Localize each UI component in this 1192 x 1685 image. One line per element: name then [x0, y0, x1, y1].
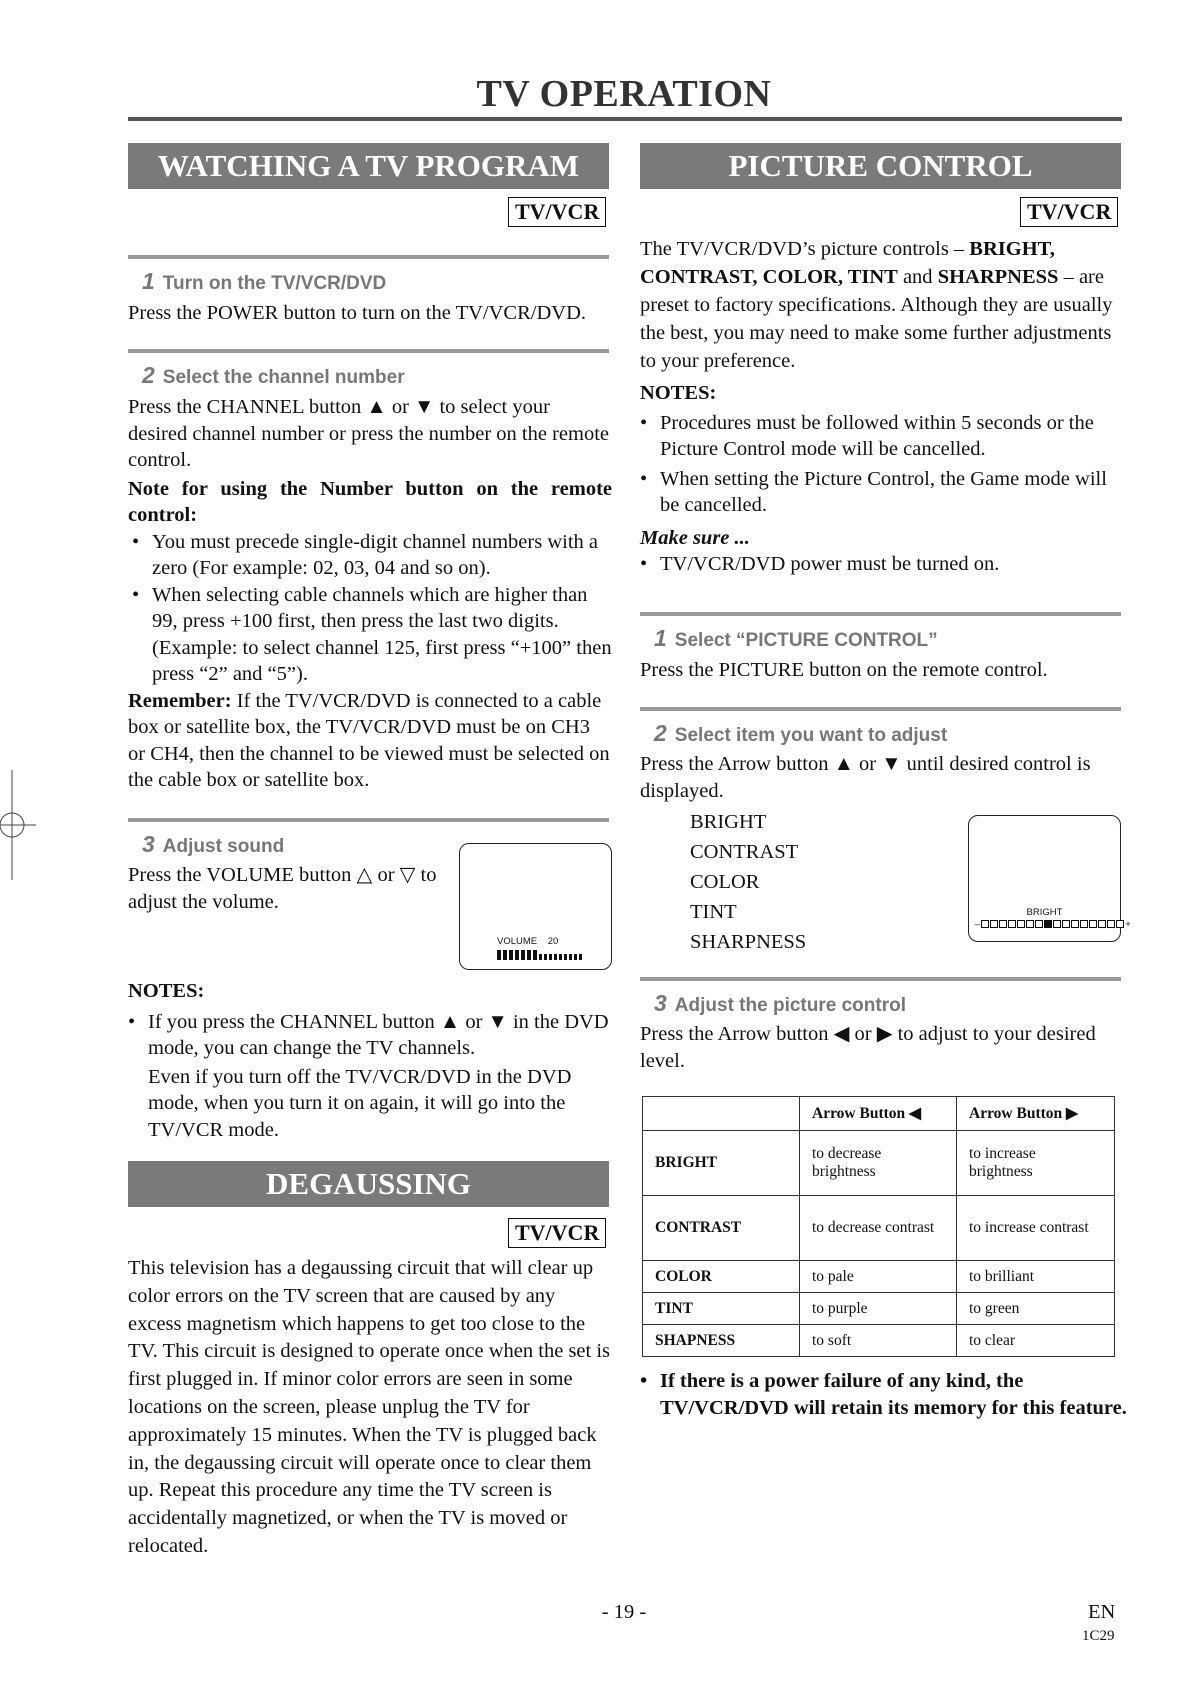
- level-box: [990, 920, 998, 928]
- volume-bar: [497, 948, 582, 960]
- volume-value: 20: [547, 936, 559, 947]
- model-code: 1C29: [1082, 1628, 1115, 1644]
- plus-icon: +: [1125, 918, 1131, 930]
- step2-rule: [128, 349, 609, 353]
- list-item: • When selecting cable channels which are higher than 99, press +100 first, then press the last two digits. (Example: to select channel 125, first press “+100” then press “2” and “5”).: [132, 582, 612, 688]
- bright-bar: [975, 919, 1131, 929]
- step3-body: [128, 862, 458, 915]
- step1-heading: [142, 268, 386, 295]
- table-cell: to soft: [800, 1325, 957, 1357]
- table-header-row: [643, 1097, 1115, 1131]
- step2-or: or: [391, 396, 409, 418]
- pc-step1-rule: [640, 612, 1121, 616]
- volume-segment-filled: [521, 950, 525, 960]
- table-cell: to pale: [800, 1261, 957, 1293]
- list-item: • You must precede single-digit channel numbers with a zero (For example: 02, 03, 04 and so on).: [132, 529, 612, 582]
- number-note-title: Note for using the Number button on the remote control:: [128, 477, 612, 526]
- table-cell: SHAPNESS: [643, 1325, 800, 1357]
- list-item: • Procedures must be followed within 5 seconds or the Picture Control mode will be cancelled.: [640, 410, 1124, 463]
- picture-control-banner: PICTURE CONTROL: [640, 143, 1121, 189]
- intro-bold-1: BRIGHT, CONTRAST, COLOR, TINT: [640, 238, 1055, 288]
- table-header: Arrow Button ▶: [957, 1097, 1115, 1131]
- level-box: [1008, 920, 1016, 928]
- volume-segment-empty: [574, 954, 577, 960]
- notes-or: or: [465, 1010, 483, 1033]
- step1-text: Press the POWER button to turn on the TV/VCR/DVD.: [128, 302, 587, 324]
- list-item: SHARPNESS: [690, 931, 807, 953]
- step2-text-b: to select your desired channel number or press the number on the remote control.: [128, 396, 610, 471]
- step-number: 2: [142, 362, 155, 388]
- level-box: [1071, 920, 1079, 928]
- watching-banner: WATCHING A TV PROGRAM: [128, 143, 609, 189]
- right-notes-title: NOTES:: [640, 382, 717, 404]
- up-triangle-icon: ▲: [833, 753, 854, 775]
- step-number: 2: [654, 720, 667, 746]
- table-cell: to decrease contrast: [800, 1196, 957, 1261]
- table-cell: COLOR: [643, 1261, 800, 1293]
- notes-text-b: in the DVD mode, you can change the TV channels.: [148, 1010, 609, 1059]
- list-item: TINT: [690, 901, 737, 923]
- level-indicator: [1044, 920, 1052, 928]
- volume-segment-empty: [554, 954, 557, 960]
- pc-step3-text-b: to adjust to your desired level.: [640, 1023, 1096, 1072]
- list-item: [128, 1009, 612, 1062]
- volume-segment-empty: [559, 954, 562, 960]
- step1-rule: [128, 255, 609, 259]
- down-triangle-outline-icon: ▽: [399, 864, 416, 886]
- degaussing-tag: TV/VCR: [508, 1218, 606, 1248]
- power-failure-note: • If there is a power failure of any kind, the TV/VCR/DVD will retain its memory for this feature.: [640, 1368, 1130, 1421]
- step3-text-a: Press the VOLUME button: [128, 864, 352, 886]
- step3-or: or: [377, 864, 395, 886]
- picture-control-table: [642, 1096, 1115, 1357]
- intro-text-a: The TV/VCR/DVD’s picture controls –: [640, 238, 965, 260]
- volume-segment-filled: [509, 950, 513, 960]
- left-notes: [128, 978, 612, 1143]
- level-box: [1089, 920, 1097, 928]
- level-box: [981, 920, 989, 928]
- volume-segment-filled: [515, 950, 519, 960]
- level-box: [1098, 920, 1106, 928]
- table-row: [643, 1131, 1115, 1196]
- minus-icon: –: [975, 918, 981, 930]
- step-title: Select “PICTURE CONTROL”: [674, 630, 938, 651]
- language-code: EN: [1088, 1601, 1116, 1623]
- control-item-list: [690, 807, 806, 957]
- volume-segment-filled: [527, 950, 531, 960]
- pc-step2-text-b: until desired control is displayed.: [640, 753, 1091, 802]
- level-box: [1026, 920, 1034, 928]
- degaussing-text: This television has a degaussing circuit that will clear up color errors on the TV screen that are caused by any excess magnetism which happens to get too close to the TV. This circuit is designed to operate once when the set is first plugged in. If minor color errors are seen in some locations on the screen, please unplug the TV for approximately 15 minutes. When the TV is plugged back in, the degaussing circuit will operate once to clear them up. Repeat this procedure any time the TV screen is accidentally magnetized, or when the TV is moved or relocated.: [128, 1257, 611, 1557]
- pc-step1-text: Press the PICTURE button on the remote control.: [640, 659, 1048, 681]
- volume-segment-empty: [579, 954, 582, 960]
- level-box: [1017, 920, 1025, 928]
- bright-screen: [968, 815, 1131, 942]
- volume-segment-filled: [497, 950, 501, 960]
- remember-text: If the TV/VCR/DVD is connected to a cable box or satellite box, the TV/VCR/DVD must be on CH3 or CH4, then the channel to be viewed must be selected on the cable box or satellite box.: [128, 689, 610, 791]
- level-box: [999, 920, 1007, 928]
- step3-rule: [128, 818, 609, 822]
- right-notes: [640, 380, 1124, 578]
- level-box: [1062, 920, 1070, 928]
- table-row: [643, 1261, 1115, 1293]
- list-item: • TV/VCR/DVD power must be turned on.: [640, 551, 1124, 578]
- pc-step2-or: or: [859, 753, 877, 775]
- title-rule: [128, 117, 1122, 121]
- table-cell: to clear: [957, 1325, 1115, 1357]
- page-title: TV OPERATION: [476, 73, 772, 115]
- pc-step3-text-a: Press the Arrow button: [640, 1023, 829, 1045]
- step2-text-a: Press the CHANNEL button: [128, 396, 362, 418]
- left-triangle-icon: ◀: [833, 1023, 850, 1045]
- bright-label: BRIGHT: [1026, 907, 1063, 918]
- volume-screen: [459, 843, 612, 970]
- down-triangle-icon: ▼: [487, 1010, 508, 1033]
- pc-step1-heading: [654, 625, 938, 652]
- table-cell: to decrease brightness: [800, 1131, 957, 1196]
- level-box: [1107, 920, 1115, 928]
- table-cell: CONTRAST: [643, 1196, 800, 1261]
- table-cell: to increase brightness: [957, 1131, 1115, 1196]
- volume-label: VOLUME: [497, 936, 538, 947]
- picture-control-tag: TV/VCR: [1020, 197, 1118, 227]
- make-sure-title: Make sure ...: [640, 526, 750, 549]
- volume-segment-empty: [544, 954, 547, 960]
- table-cell: to purple: [800, 1293, 957, 1325]
- step-title: Adjust the picture control: [674, 995, 906, 1016]
- volume-segment-filled: [533, 950, 537, 960]
- pc-step3-body: [640, 1021, 1124, 1074]
- right-triangle-icon: ▶: [1066, 1105, 1078, 1122]
- volume-segment-empty: [539, 954, 542, 960]
- volume-segment-empty: [569, 954, 572, 960]
- up-triangle-outline-icon: △: [356, 864, 373, 886]
- right-triangle-icon: ▶: [876, 1023, 893, 1045]
- pc-step2-text-a: Press the Arrow button: [640, 753, 829, 775]
- volume-segment-empty: [549, 954, 552, 960]
- level-box: [1053, 920, 1061, 928]
- pc-step2-rule: [640, 707, 1121, 711]
- pc-step2-heading: [654, 720, 947, 747]
- notes-text-c: Even if you turn off the TV/VCR/DVD in the DVD mode, when you turn it on again, it will go into the TV/VCR mode.: [148, 1065, 572, 1141]
- left-triangle-icon: ◀: [909, 1105, 921, 1122]
- intro-text-b: – are preset to factory specifications. Although they are usually the best, you may need to make some further adjustments to your preference.: [640, 266, 1113, 372]
- step3-heading: [142, 831, 284, 858]
- level-box: [1035, 920, 1043, 928]
- notes-text-a: If you press the CHANNEL button: [148, 1010, 435, 1033]
- step3-text-b: to adjust the volume.: [128, 864, 437, 913]
- up-triangle-icon: ▲: [366, 396, 387, 418]
- step-number: 3: [654, 990, 667, 1016]
- picture-intro: [640, 235, 1124, 375]
- step-number: 1: [654, 625, 667, 651]
- list-item: CONTRAST: [690, 841, 799, 863]
- step-number: 3: [142, 831, 155, 857]
- volume-segment-empty: [564, 954, 567, 960]
- pc-step2-body: [640, 751, 1124, 804]
- table-cell: TINT: [643, 1293, 800, 1325]
- table-cell: BRIGHT: [643, 1131, 800, 1196]
- pc-step3-heading: [654, 990, 906, 1017]
- table-cell: to increase contrast: [957, 1196, 1115, 1261]
- list-item: • When setting the Picture Control, the Game mode will be cancelled.: [640, 466, 1124, 519]
- step-title: Adjust sound: [162, 836, 285, 857]
- list-item: COLOR: [690, 871, 760, 893]
- table-header: [643, 1097, 800, 1131]
- level-box: [1080, 920, 1088, 928]
- remember-label: Remember:: [128, 689, 232, 712]
- degaussing-banner: DEGAUSSING: [128, 1161, 609, 1207]
- table-row: [643, 1196, 1115, 1261]
- table-header: Arrow Button ◀: [800, 1097, 957, 1131]
- volume-readout: [497, 936, 558, 947]
- watching-tag: TV/VCR: [508, 197, 606, 227]
- step-title: Select the channel number: [162, 367, 405, 388]
- down-triangle-icon: ▼: [414, 396, 435, 418]
- registration-mark: [0, 770, 40, 880]
- step-title: Turn on the TV/VCR/DVD: [162, 273, 387, 294]
- step-number: 1: [142, 268, 155, 294]
- table-row: [643, 1325, 1115, 1357]
- left-notes-title: NOTES:: [128, 980, 205, 1002]
- list-item: BRIGHT: [690, 811, 767, 833]
- step2-heading: [142, 362, 405, 389]
- volume-segment-filled: [503, 950, 507, 960]
- step-title: Select item you want to adjust: [674, 725, 948, 746]
- step2-body: [128, 394, 612, 794]
- pc-step3-rule: [640, 977, 1121, 981]
- remember-paragraph: [128, 688, 612, 794]
- pc-step3-or: or: [854, 1023, 872, 1045]
- table-row: [643, 1293, 1115, 1325]
- intro-bold-2: SHARPNESS: [937, 266, 1059, 288]
- down-triangle-icon: ▼: [881, 753, 902, 775]
- intro-and: and: [902, 266, 933, 288]
- level-box: [1116, 920, 1124, 928]
- table-cell: to brilliant: [957, 1261, 1115, 1293]
- table-cell: to green: [957, 1293, 1115, 1325]
- page-number: - 19 -: [601, 1601, 647, 1623]
- up-triangle-icon: ▲: [439, 1010, 461, 1033]
